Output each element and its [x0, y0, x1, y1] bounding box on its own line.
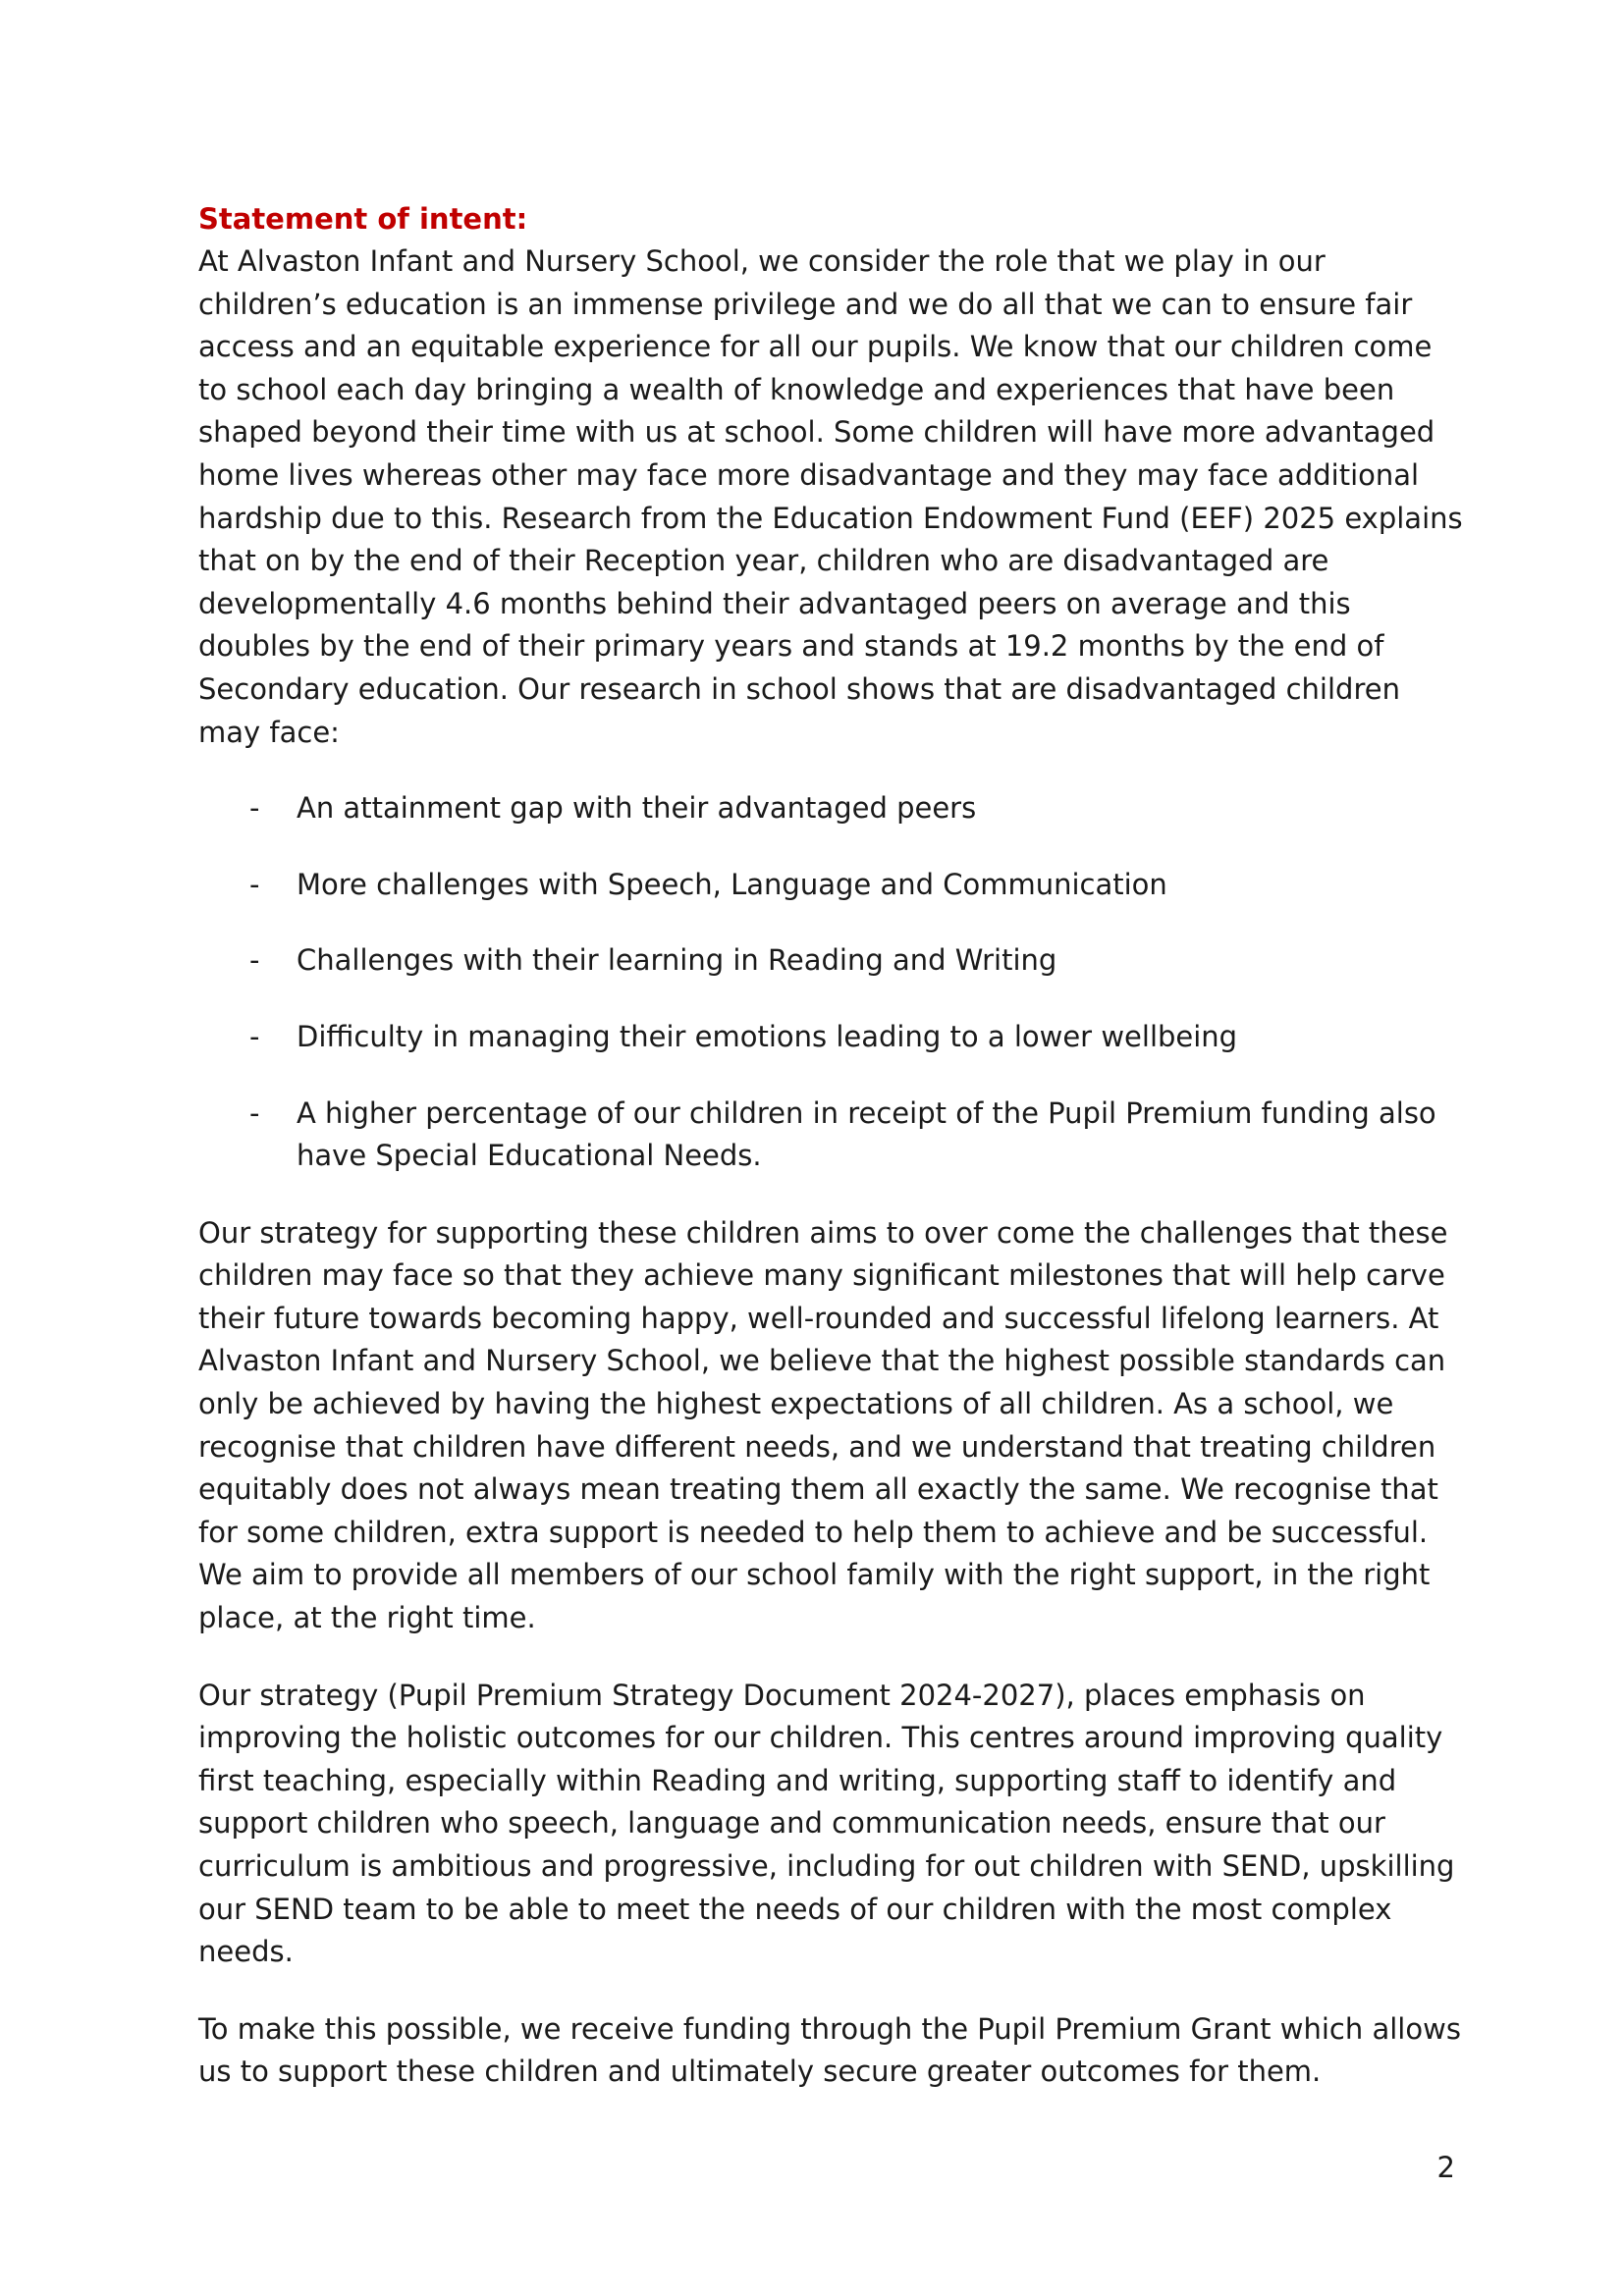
- section-heading: Statement of intent:: [198, 202, 528, 236]
- list-item-text: Difficulty in managing their emotions leading to a lower wellbeing: [297, 1019, 1238, 1053]
- list-item: [198, 864, 1465, 907]
- list-item: [198, 939, 1465, 983]
- intro-paragraph: At Alvaston Infant and Nursery School, we consider the role that we play in our children’s education is an immense privilege and we do all that we can to ensure fair access and an equitable experience for all our pupils. We know that our children come to school each day bringing a wealth of knowledge and experiences that have been shaped beyond their time with us at school. Some children will have more advantaged home lives whereas other may face more disadvantage and they may face additional hardship due to this. Research from the Education Endowment Fund (EEF) 2025 explains that on by the end of their Reception year, children who are disadvantaged are developmentally 4.6 months behind their advantaged peers on average and this doubles by the end of their primary years and stands at 19.2 months by the end of Secondary education. Our research in school shows that are disadvantaged children may face:: [198, 244, 1463, 749]
- list-item-text: An attainment gap with their advantaged peers: [297, 791, 977, 826]
- bullet-marker: -: [249, 943, 260, 978]
- bullet-marker: -: [249, 867, 260, 901]
- list-item: [198, 787, 1465, 830]
- bullet-marker: -: [249, 1095, 260, 1130]
- list-item: [198, 1093, 1465, 1178]
- page-content: [198, 197, 1465, 2094]
- funding-paragraph: To make this possible, we receive funding through the Pupil Premium Grant which allows us to support these children and ultimately secure greater outcomes for them.: [198, 2011, 1461, 2089]
- strategy-paragraph: Our strategy for supporting these children aims to over come the challenges that these children may face so that they achieve many significant milestones that will help carve their future towards becoming happy, well-rounded and successful lifelong learners. At Alvaston Infant and Nursery School, we believe that the highest possible standards can only be achieved by having the highest expectations of all children. As a school, we recognise that children have different needs, and we understand that treating children equitably does not always mean treating them all exactly the same. We recognise that for some children, extra support is needed to help them to achieve and be successful. We aim to provide all members of our school family with the right support, in the right place, at the right time.: [198, 1215, 1448, 1635]
- bullet-marker: -: [249, 791, 260, 826]
- list-item-text: Challenges with their learning in Reading and Writing: [297, 943, 1057, 978]
- page-number: 2: [1436, 2151, 1455, 2184]
- strategy-document-paragraph: Our strategy (Pupil Premium Strategy Document 2024-2027), places emphasis on improving the holistic outcomes for our children. This centres around improving quality first teaching, especially within Reading and writing, supporting staff to identify and support children who speech, language and communication needs, ensure that our curriculum is ambitious and progressive, including for out children with SEND, upskilling our SEND team to be able to meet the needs of our children with the most complex needs.: [198, 1678, 1455, 1969]
- list-item-text: More challenges with Speech, Language and Communication: [297, 867, 1167, 901]
- list-item: [198, 1016, 1465, 1059]
- bullet-marker: -: [249, 1019, 260, 1053]
- list-item-text: A higher percentage of our children in receipt of the Pupil Premium funding also have Special Educational Needs.: [297, 1095, 1436, 1173]
- challenges-list: [198, 787, 1465, 1178]
